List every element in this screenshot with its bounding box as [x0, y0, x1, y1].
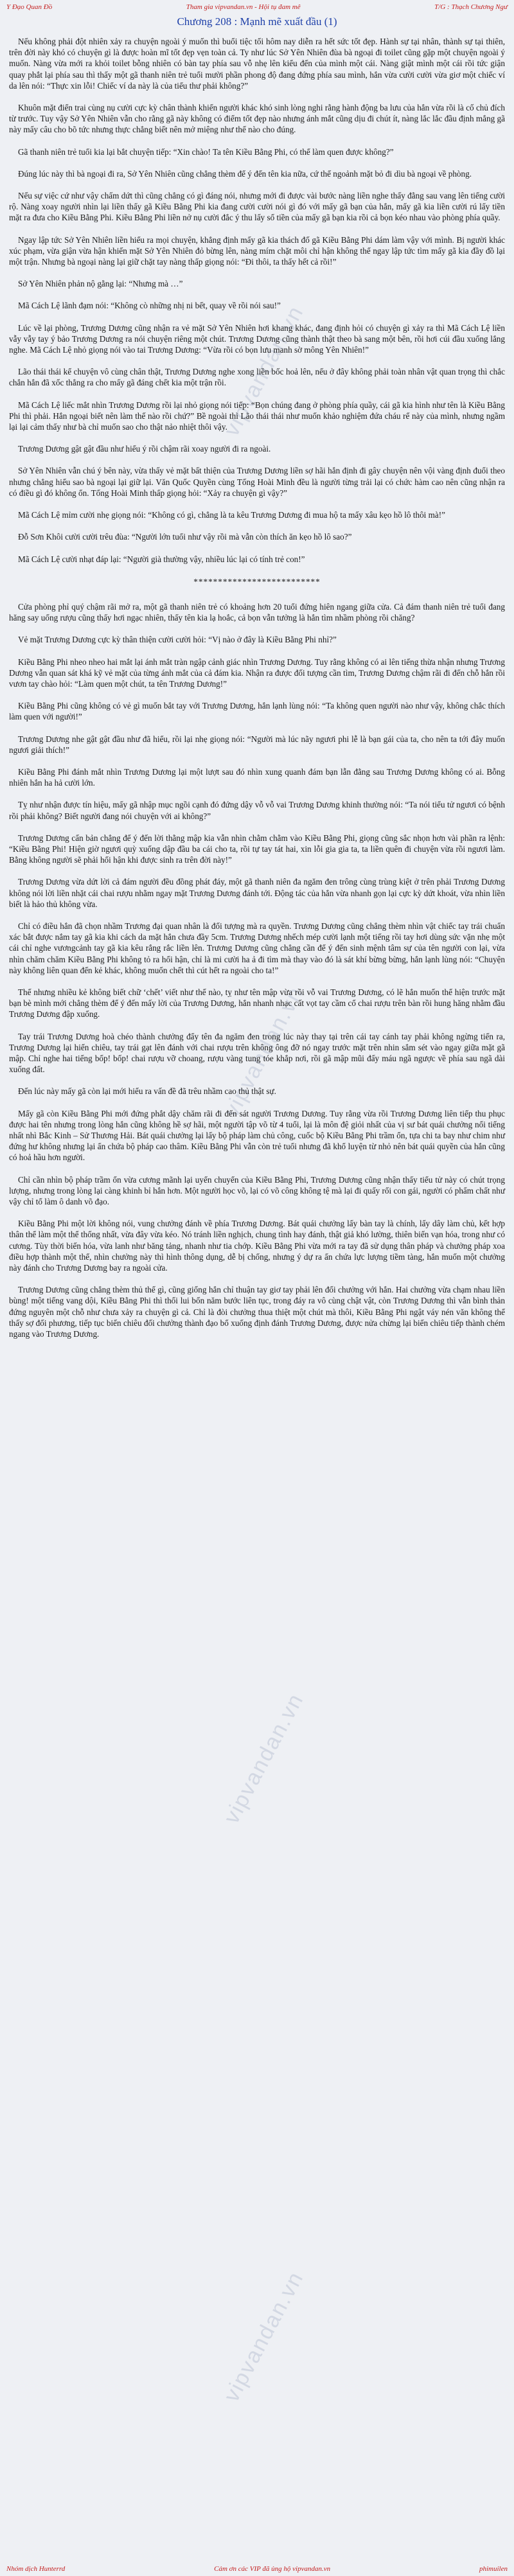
header-author: T/G : Thạch Chương Ngư — [434, 3, 508, 11]
watermark: vipvandan.vn — [219, 2267, 309, 2406]
paragraph: Trương Dương nhe gật gật đầu như đã hiểu, rồi lại nhẹ giọng nói: “Người mà lúc nãy ngươi phi lễ là bạn gái của ta, cho nên ta tới đây muốn ngươi giải thích!” — [9, 734, 505, 755]
header-site-slogan: Tham gia vipvandan.vn - Hội tụ đam mê — [186, 3, 301, 11]
header-book-title: Y Đạo Quan Đồ — [6, 3, 53, 11]
paragraph: Mã Cách Lệ lãnh đạm nói: “Không cò những nhị ni bết, quay về rồi nói sau!” — [18, 301, 281, 311]
footer-translator: Nhóm dịch Hunterrd — [6, 2565, 66, 2573]
paragraph: Trương Dương cũng chẳng thèm thủ thế gì, cũng giống hắn chỉ thuận tay giơ tay phải lên đối chưởng với hắn. Hai chưởng vừa chạm nhau liền bùng! một tiếng vang dội, Kiều Bằng Phi thì thối lui bốn năm bước liên tục, trong đáy ra vô cùng chật vật, còn Trương Dương thì vẫn bình thản đứng nguyên một chỗ như chưa xảy ra chuyện gì cả. Chỉ là đòi chưởng thua thiệt một chút mà thôi, Kiều Bằng Phi ngật váy nén văn không thể thấy sợ đối phương, tiếp tục biến chiêu đối chưởng thành đạo bổ xuống định đánh Trương Dương, được nửa chừng lại biến chiêu tiếp thành chém ngang vào Trương Dương. — [9, 1285, 505, 1339]
paragraph: Lão thái thái kể chuyện vô cùng chân thật, Trương Dương nghe xong liền bốc hoả lên, nếu ở đây không phải toàn nhân vật quan trọng thì chắc chắn hắn đã xốc thẳng ra cho mấy gã đáng chết kia một trận rồi. — [9, 367, 505, 388]
paragraph: Mã Cách Lệ mỉm cười nhẹ giọng nói: “Không có gì, chẳng là ta kêu Trương Dương đi mua hộ ta mấy xâu kẹo hồ lô thôi mà!” — [18, 510, 445, 520]
paragraph: Gã thanh niên trẻ tuổi kia lại bắt chuyện tiếp: “Xin chào! Ta tên Kiều Bằng Phi, có thể làm quen được không?” — [18, 146, 394, 157]
paragraph: Đỗ Sơn Khôi cười cười trêu đùa: “Người lớn tuổi như vậy rồi mà vẫn còn thích ăn kẹo hồ lô sao?” — [18, 532, 352, 542]
watermark: vipvandan.vn — [219, 1689, 309, 1828]
paragraph: Chỉ cần nhìn bộ pháp trầm ổn vừa cương mãnh lại uyển chuyển của Kiều Bằng Phi, Trương Dương cũng nhận thấy tiểu tử này có chút trọng lượng, nhưng trong lòng lại càng khinh bỉ hắn hơn. Một người học võ, lại có võ công không tệ mà lại đi quấy rối con gái, người có phẩm chất như vậy chỉ tổ làm ô danh võ đạo. — [9, 1174, 505, 1207]
paragraph: Tỵ như nhận được tín hiệu, mấy gã nhập mục ngồi cạnh đó đứng dậy vỗ vỗ vai Trương Dương khinh thường nói: “Ta nói tiểu tử ngươi có bệnh rồi phải không? Biết người đang nói chuyện với ai không?” — [9, 800, 505, 821]
paragraph: Kiều Bằng Phi một lời không nói, vung chưởng đánh về phía Trương Dương. Bát quái chưởng lấy bàn tay là chính, lấy dây làm chủ, kết hợp thân thể làm một thể thống nhất, vừa đây vừa kéo. Nó tránh liền nghịch, chung tình hay đánh, thật giả khó lường, thiên biến vạn hóa, trong như có cương. Tùy thời biến hóa, vừa lanh như băng tảng, nhanh như tia chớp. Kiều Bằng Phi vừa mới ra tay đã sử dụng thân pháp và chưởng pháp xoa điều hợp thành một thể, nhìn chưởng này thì hình thông dụng, dễ bị chống, nhưng ý dự ra ẩn chứa lực lượng tiềm tàng, hắn muốn một chưởng này đánh cho Trương Dương bay ra ngoài cửa. — [9, 1219, 505, 1273]
page-footer — [0, 2562, 514, 2576]
paragraph: Vẻ mặt Trương Dương cực kỳ thân thiện cười cười hỏi: “Vị nào ở đây là Kiều Bằng Phi nhỉ?” — [18, 635, 337, 645]
paragraph: Lúc về lại phòng, Trương Dương cũng nhận ra vẻ mặt Sở Yên Nhiên hơi khang khác, đang định hỏi có chuyện gì xảy ra thì Mã Cách Lệ liền vẫy vẫy tay ý bảo Trương Dương ra nói chuyện riêng một chút. Trương Dương cũng thành thật theo bà sang một bên, rồi hơi cúi đầu xuống lắng nghe. Mã Cách Lệ nhỏ giọng nói vào tai Trương Dương: “Vừa rồi có bọn lưu manh sờ mông Yên Nhiên!” — [9, 322, 505, 355]
paragraph: Mã Cách Lệ cười nhạt đáp lại: “Người già thường vậy, nhiều lúc lại có tính trẻ con!” — [18, 554, 305, 564]
paragraph: Sở Yên Nhiên vẫn chú ý bên này, vừa thấy vẻ mặt bất thiện của Trương Dương liền sợ hãi hắn định đi gây chuyện nên vội vàng định đuổi theo nhưng chẳng hiểu sao bà ngoại lại giữ lại. Văn Quốc Quyền cùng Tống Hoài Minh đều là người từng trải lại có chức hàm cao nên cũng nhận ra có điều gì đó không ổn. Tống Hoài Minh thấp giọng hỏi: “Xảy ra chuyện gì vậy?” — [9, 466, 505, 498]
paragraph: Nếu không phải đột nhiên xảy ra chuyện ngoài ý muốn thì buổi tiệc tối hôm nay diễn ra hết sức tốt đẹp. Hành sự tại nhân, thành sự tại thiên, trên đời này khó có chuyện gì là được hoàn mĩ tốt đẹp vẹn toàn cả. Ty như lúc Sở Yên Nhiên đùa bà ngoại đi toilet cũng gặp một chuyện ngoài ý muốn. Nàng vừa mới ra khỏi toilet bỗng nhiên có bàn tay phía sau vỗ nhẹ lên kiểu đến của mình một cái. Nàng giật mình một cái rồi tức giận quay phắt lại phía sau thì thấy một gã thanh niên trẻ tuổi mười phần phong độ đang đứng phía sau mình, hắn vừa cười cười vừa giơ một chiếc ví da lên nói: “Thực xin lỗi! Chiếc ví da này là của tiểu thư phải không?” — [9, 37, 505, 91]
paragraph: Trương Dương vừa dứt lời cả đám người đều đồng phát đáy, một gã thanh niên đa ngăm đen trông cùng trùng kiệt ở trên phải Trương Dương không nói lời liền nhặt cái chai rượu nhằm ngay mặt Trương Dương đánh tới. Động tác của hắn vừa nhanh gọn lại cực kỳ dứt khoát, vừa nhìn liền biết là hảo thủ không vừa. — [9, 877, 505, 909]
paragraph: Tay trái Trương Dương hoà chéo thành chưởng đẩy tên đa ngăm đen trong lúc này thay tại trên cái tay cánh tay phải không ngừng tiến ra, Trương Dương lại hiến chiêu, tay trái gạt lên đánh với chai rượu trên không ông đỡ nó ngay trước mặt trên nhin sắm sét vào ngay giữa mặt gã mập. Chỉ nghe hai tiếng bốp! bốp! chai rượu vỡ choang, rượu vàng tung tóe khắp nơi, rồi gã mập mũi đấy máu ngã ngược về phía sau ngã dài xuống đất. — [9, 1031, 505, 1075]
chapter-title: Chương 208 : Mạnh mẽ xuất đầu (1) — [177, 15, 337, 28]
paragraph: Đến lúc này mấy gã còn lại mới hiểu ra vấn đề đã trêu nhầm cao thủ thật sự. — [18, 1086, 276, 1097]
paragraph: Khuôn mặt điển trai cùng nụ cười cực kỳ chân thành khiến người khác khó sinh lòng nghi rằng hành động ba lưu của hắn vừa rồi là cố chủ đích từ trước. Tuy vậy Sở Yên Nhiên vẫn cho rằng gã này không có điểm tốt đẹp nào nhưng ánh mắt cũng dịu đi chút ít, nàng lắc lắc đầu định mắng gã này mấy câu cho bõ tức nhưng thực chẳng biết nên mở miệng như thế nào cho đúng. — [9, 103, 505, 135]
section-separator: ************************** — [193, 576, 321, 587]
paragraph: Mã Cách Lệ liếc mắt nhìn Trương Dương rồi lại nhỏ giọng nói tiếp: “Bọn chúng đang ở phòng phía quầy, cái gã kia hình như tên là Kiều Bằng Phi thì phải. Hắn ngoại biết nên làm thế nào rồi chứ?” Bề ngoài thì Lão thái thái như muốn khảo nghiệm đứa cháu rể này của mình, nhưng ngầm lại lại cảm thấy như bà chỉ muốn sao cho thật nảo nhiệt thôi vậy. — [9, 400, 505, 432]
footer-editor: phimuilen — [479, 2565, 508, 2573]
paragraph: Kiều Bằng Phi nheo nheo hai mắt lại ánh mắt tràn ngập cảnh giác nhìn Trương Dương. Tuy rằng không có ai lên tiếng thừa nhận nhưng Trương Dương vẫn quan sát khá kỹ vẻ mặt của từng ánh mắt của cả đám kia. Nhận ra được đối tượng cần tìm, Trương Dương chậm rãi đi đến chỗ hắn rồi vươn tay chào hỏi: “Làm quen một chút, ta tên Trương Dương!” — [9, 657, 505, 689]
paragraph: Mấy gã còn Kiều Bằng Phi mới đứng phắt dậy chăm rãi đi đến sát người Trương Dương. Tuy rằng vừa rồi Trương Dương liên tiếp thu phục được hai tên nhưng trong lòng hắn cũng không hề sợ hãi, một người tập võ từ 4 tuổi, lại là môn đệ giỏi nhất của vị sư bát quái chưởng nổi tiếng nhất nhì Bắc Kinh – Sử Thương Hải. Bát quái chưởng lại lấy bộ pháp làm chủ công, cuốc bộ Kiều Bằng Phi trầm ổn, tựa chi ta bay như chim như đứng hư không nhưng lại ẩn chứa bộ pháp cao thâm. Kiều Bằng Phi vẫn còn trẻ tuổi nhưng đã khổ luyện từ nhỏ nên bát quái quyền của hắn cũng có hoả hầu hơn người. — [9, 1108, 505, 1163]
paragraph: Đúng lúc này thì bà ngoại đi ra, Sở Yên Nhiên cũng chẳng thèm để ý đến tên kia nữa, cứ thế ngoảnh mặt bỏ đi dìu bà ngoại về phòng. — [18, 168, 472, 179]
paragraph: Kiều Bằng Phi đánh mắt nhìn Trương Dương lại một lượt sau đó nhìn xung quanh đám bạn lẫn đằng sau Trương Dương không có ai. Bỗng nhiên hắn ha hả cười lớn. — [9, 766, 505, 788]
paragraph: Chỉ có điều hắn đã chọn nhầm Trương đại quan nhân là đối tượng mà ra quyền. Trương Dương cũng chẳng thèm nhìn vật chiếc tay trái chuẩn xác bắt được nắm tay gã kia khi cách da mặt hắn chưa đầy 5cm. Trương Dương nhếch mép cười lạnh một tiếng rồi tay hơi dùng sức vặn nhẹ một cái chỉ nghe vươngcảnh tay gã kia kêu rắng rắc liền lên. Trương Dương cũng chẳng cần để ý đến sinh mệnh tâm sự của tên người con lại, vừa nhìn chăm chăm Kiều Bằng Phi không tỏ ra hối hận, chỉ là mi cười ha ả đi tìm mà thay vào đó là sát khí bừng bừng, hắn lạnh lùng nói: “Chuyện này không liên quan đến kẻ khác, không muốn chết thì cút hết ra ngoài cho ta!” — [9, 921, 505, 975]
paragraph: Ngay lập tức Sở Yên Nhiên liền hiểu ra mọi chuyện, khẳng định mấy gã kia thách đố gã Kiều Bằng Phi dám làm vậy với mình. Bị người khác xúc phạm, vừa giận vừa hận khiến mặt Sở Yên Nhiên đỏ bừng lên, nàng mím chặt môi chỉ hận không thể ngay lập tức tìm mấy gã kia đầy đồ lại một trận. Nhưng bà ngoại nàng lại giữ chặt tay nàng thấp giọng nói: “Đi thôi, ta thấy hết cả rồi!” — [9, 234, 505, 267]
paragraph: Trương Dương gật gật đầu như hiểu ý rồi chậm rãi xoay người đi ra ngoài. — [18, 444, 271, 454]
paragraph: Trương Dương cẩn bản chẳng để ý đến lời thằng mập kia vẫn nhìn chằm chằm vào Kiều Bằng Phi, giọng cũng sắc nhọn hơn vài phần ra lệnh: “Kiều Bằng Phi! Hiện giờ ngươi quỳ xuống dập đầu ba cái cho ta, rồi tự tay tát hai, xin lỗi gia gia ta, ta liền quên đi chuyện vừa rồi ngươi làm. Bằng không người sẽ phải hối hận khi được sinh ra trên đời này!” — [9, 833, 505, 865]
watermark: vipvandan.vn — [219, 301, 309, 441]
watermark: vipvandan.vn — [219, 982, 309, 1122]
paragraph: Cửa phòng phỉ quý chậm rãi mở ra, một gã thanh niên trẻ có khoảng hơn 20 tuổi đứng hiên ngang giữa cửa. Cả đám thanh niên trẻ tuổi đang hăng say uống rượu cũng thấy hơi ngạc nhiên, thấy tên kia lạ hoắc, cả bọn vẫn tưởng là hắn tìm nhầm phòng rồi chăng? — [9, 601, 505, 623]
paragraph: Thế nhưng nhiều kẻ không biết chữ ‘chết’ viết như thế nào, tỵ như tên mập vừa rồi vỗ vai Trương Dương, có lẽ hắn muốn thể hiện trước mặt bạn bè mình mới chẳng thèm để ý đến mấy lời của Trương Dương, hắn nhanh nhạc cất vọt tay cầm cổ chai rượu trên bàn rồi hung hăng nhằm đầu Trương Dương đập xuống. — [9, 987, 505, 1019]
footer-thanks: Cảm ơn các VIP đã ủng hộ vipvandan.vn — [214, 2565, 331, 2573]
paragraph: Sở Yên Nhiên phản nộ gằng lại: “Nhưng mà …” — [18, 279, 183, 289]
paragraph: Kiều Bằng Phi cũng không có vẻ gì muốn bắt tay với Trương Dương, hắn lạnh lùng nói: “Ta không quen người nào như vậy, không chắc thích làm quen với người!” — [9, 701, 505, 722]
page-header — [0, 0, 514, 14]
chapter-body — [9, 36, 505, 1350]
paragraph: Nếu sự việc cứ như vậy chấm dứt thì cũng chẳng có gì đáng nói, nhưng mới đi được vài bước nàng liền nghe thấy đằng sau vang lên tiếng cười rộ. Nàng xoay người nhìn lại liền thấy gã Kiều Bằng Phi kia đang cười cười nói gì đó với mấy gã bạn của hắn, mấy gã kia liền cười rú lấy tiền mặt ra đưa cho Kiều Bằng Phi. Kiều Bằng Phi liền nở nụ cười đắc ý thu lấy số tiền của mấy gã bạn kia rồi cả bọn kéo nhau vào phòng phía quầy. — [9, 191, 505, 223]
